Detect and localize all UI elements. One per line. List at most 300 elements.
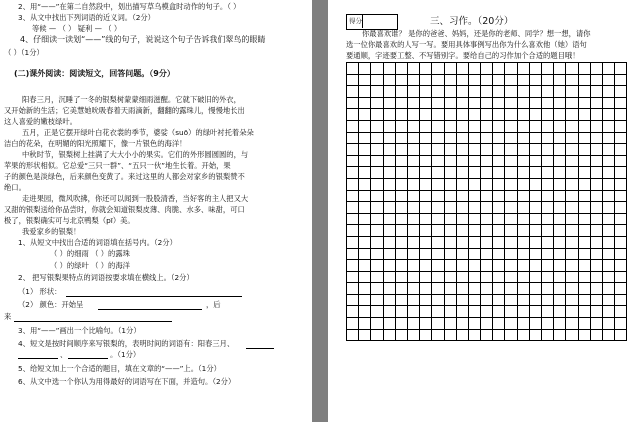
grid-cell[interactable] [505, 260, 517, 272]
grid-cell[interactable] [615, 271, 627, 283]
grid-cell[interactable] [432, 144, 444, 156]
grid-cell[interactable] [347, 248, 359, 260]
grid-cell[interactable] [517, 167, 529, 179]
grid-cell[interactable] [407, 97, 419, 109]
grid-cell[interactable] [578, 97, 590, 109]
grid-cell[interactable] [578, 120, 590, 132]
grid-cell[interactable] [590, 167, 602, 179]
grid-cell[interactable] [602, 283, 614, 295]
grid-cell[interactable] [505, 294, 517, 306]
grid-cell[interactable] [554, 178, 566, 190]
grid-cell[interactable] [542, 178, 554, 190]
grid-cell[interactable] [615, 167, 627, 179]
grid-cell[interactable] [407, 260, 419, 272]
grid-cell[interactable] [505, 109, 517, 121]
grid-cell[interactable] [347, 271, 359, 283]
grid-cell[interactable] [468, 329, 480, 341]
grid-cell[interactable] [481, 248, 493, 260]
grid-cell[interactable] [383, 306, 395, 318]
grid-cell[interactable] [566, 178, 578, 190]
grid-cell[interactable] [468, 120, 480, 132]
grid-cell[interactable] [590, 306, 602, 318]
grid-cell[interactable] [542, 109, 554, 121]
grid-cell[interactable] [395, 213, 407, 225]
grid-cell[interactable] [359, 202, 371, 214]
grid-cell[interactable] [456, 120, 468, 132]
grid-cell[interactable] [517, 190, 529, 202]
grid-cell[interactable] [347, 236, 359, 248]
grid-cell[interactable] [456, 213, 468, 225]
grid-cell[interactable] [347, 225, 359, 237]
grid-cell[interactable] [456, 167, 468, 179]
grid-cell[interactable] [542, 74, 554, 86]
grid-cell[interactable] [383, 236, 395, 248]
grid-cell[interactable] [602, 63, 614, 75]
grid-cell[interactable] [542, 144, 554, 156]
grid-cell[interactable] [602, 306, 614, 318]
grid-cell[interactable] [432, 318, 444, 330]
grid-cell[interactable] [590, 63, 602, 75]
grid-cell[interactable] [420, 306, 432, 318]
grid-cell[interactable] [420, 190, 432, 202]
grid-cell[interactable] [554, 86, 566, 98]
grid-cell[interactable] [505, 190, 517, 202]
grid-cell[interactable] [347, 63, 359, 75]
grid-cell[interactable] [578, 86, 590, 98]
grid-cell[interactable] [578, 260, 590, 272]
grid-cell[interactable] [566, 132, 578, 144]
grid-cell[interactable] [468, 260, 480, 272]
grid-cell[interactable] [347, 178, 359, 190]
grid-cell[interactable] [590, 144, 602, 156]
grid-cell[interactable] [505, 97, 517, 109]
grid-cell[interactable] [383, 318, 395, 330]
grid-cell[interactable] [347, 109, 359, 121]
grid-cell[interactable] [359, 271, 371, 283]
grid-cell[interactable] [371, 178, 383, 190]
grid-cell[interactable] [407, 109, 419, 121]
grid-cell[interactable] [554, 225, 566, 237]
grid-cell[interactable] [529, 294, 541, 306]
grid-cell[interactable] [444, 248, 456, 260]
grid-cell[interactable] [481, 86, 493, 98]
grid-cell[interactable] [420, 74, 432, 86]
grid-cell[interactable] [505, 248, 517, 260]
grid-cell[interactable] [420, 178, 432, 190]
grid-cell[interactable] [554, 97, 566, 109]
grid-cell[interactable] [420, 225, 432, 237]
grid-cell[interactable] [578, 132, 590, 144]
grid-cell[interactable] [359, 74, 371, 86]
grid-cell[interactable] [481, 271, 493, 283]
grid-cell[interactable] [505, 178, 517, 190]
grid-cell[interactable] [505, 120, 517, 132]
grid-cell[interactable] [505, 86, 517, 98]
grid-cell[interactable] [505, 63, 517, 75]
grid-cell[interactable] [602, 155, 614, 167]
grid-cell[interactable] [481, 109, 493, 121]
grid-cell[interactable] [529, 74, 541, 86]
grid-cell[interactable] [566, 144, 578, 156]
grid-cell[interactable] [542, 167, 554, 179]
grid-cell[interactable] [371, 190, 383, 202]
grid-cell[interactable] [615, 329, 627, 341]
grid-cell[interactable] [444, 202, 456, 214]
grid-cell[interactable] [517, 260, 529, 272]
grid-cell[interactable] [493, 318, 505, 330]
grid-cell[interactable] [371, 63, 383, 75]
grid-cell[interactable] [615, 225, 627, 237]
grid-cell[interactable] [590, 109, 602, 121]
grid-cell[interactable] [407, 306, 419, 318]
grid-cell[interactable] [456, 202, 468, 214]
grid-cell[interactable] [395, 283, 407, 295]
grid-cell[interactable] [383, 248, 395, 260]
grid-cell[interactable] [432, 271, 444, 283]
grid-cell[interactable] [590, 155, 602, 167]
grid-cell[interactable] [347, 306, 359, 318]
grid-cell[interactable] [468, 202, 480, 214]
grid-cell[interactable] [493, 86, 505, 98]
grid-cell[interactable] [359, 155, 371, 167]
grid-cell[interactable] [347, 294, 359, 306]
grid-cell[interactable] [566, 306, 578, 318]
grid-cell[interactable] [359, 283, 371, 295]
grid-cell[interactable] [371, 155, 383, 167]
grid-cell[interactable] [542, 155, 554, 167]
grid-cell[interactable] [468, 97, 480, 109]
grid-cell[interactable] [505, 225, 517, 237]
grid-cell[interactable] [493, 190, 505, 202]
grid-cell[interactable] [444, 329, 456, 341]
grid-cell[interactable] [493, 155, 505, 167]
grid-cell[interactable] [529, 271, 541, 283]
grid-cell[interactable] [395, 202, 407, 214]
grid-cell[interactable] [468, 167, 480, 179]
grid-cell[interactable] [517, 294, 529, 306]
grid-cell[interactable] [432, 178, 444, 190]
grid-cell[interactable] [578, 318, 590, 330]
grid-cell[interactable] [383, 97, 395, 109]
grid-cell[interactable] [383, 74, 395, 86]
grid-cell[interactable] [444, 213, 456, 225]
grid-cell[interactable] [566, 155, 578, 167]
grid-cell[interactable] [444, 283, 456, 295]
grid-cell[interactable] [493, 132, 505, 144]
grid-cell[interactable] [359, 86, 371, 98]
grid-cell[interactable] [420, 248, 432, 260]
grid-cell[interactable] [615, 306, 627, 318]
grid-cell[interactable] [590, 329, 602, 341]
grid-cell[interactable] [359, 236, 371, 248]
grid-cell[interactable] [383, 213, 395, 225]
grid-cell[interactable] [505, 283, 517, 295]
grid-cell[interactable] [468, 109, 480, 121]
grid-cell[interactable] [371, 144, 383, 156]
grid-cell[interactable] [444, 318, 456, 330]
grid-cell[interactable] [395, 178, 407, 190]
grid-cell[interactable] [395, 132, 407, 144]
grid-cell[interactable] [383, 144, 395, 156]
grid-cell[interactable] [347, 213, 359, 225]
grid-cell[interactable] [602, 260, 614, 272]
grid-cell[interactable] [407, 74, 419, 86]
grid-cell[interactable] [505, 271, 517, 283]
grid-cell[interactable] [420, 318, 432, 330]
grid-cell[interactable] [444, 132, 456, 144]
grid-cell[interactable] [359, 63, 371, 75]
grid-cell[interactable] [432, 132, 444, 144]
grid-cell[interactable] [468, 178, 480, 190]
grid-cell[interactable] [371, 329, 383, 341]
grid-cell[interactable] [517, 236, 529, 248]
grid-cell[interactable] [383, 271, 395, 283]
grid-cell[interactable] [542, 329, 554, 341]
grid-cell[interactable] [481, 260, 493, 272]
grid-cell[interactable] [505, 167, 517, 179]
grid-cell[interactable] [371, 248, 383, 260]
grid-cell[interactable] [554, 167, 566, 179]
grid-cell[interactable] [371, 97, 383, 109]
grid-cell[interactable] [542, 260, 554, 272]
grid-cell[interactable] [602, 109, 614, 121]
grid-cell[interactable] [566, 271, 578, 283]
grid-cell[interactable] [371, 260, 383, 272]
grid-cell[interactable] [505, 155, 517, 167]
grid-cell[interactable] [615, 120, 627, 132]
grid-cell[interactable] [347, 190, 359, 202]
grid-cell[interactable] [481, 202, 493, 214]
grid-cell[interactable] [347, 318, 359, 330]
grid-cell[interactable] [347, 97, 359, 109]
grid-cell[interactable] [456, 109, 468, 121]
grid-cell[interactable] [383, 178, 395, 190]
grid-cell[interactable] [407, 283, 419, 295]
grid-cell[interactable] [359, 260, 371, 272]
grid-cell[interactable] [554, 260, 566, 272]
grid-cell[interactable] [517, 225, 529, 237]
grid-cell[interactable] [420, 155, 432, 167]
grid-cell[interactable] [602, 271, 614, 283]
grid-cell[interactable] [590, 97, 602, 109]
grid-cell[interactable] [590, 132, 602, 144]
grid-cell[interactable] [407, 144, 419, 156]
grid-cell[interactable] [456, 225, 468, 237]
grid-cell[interactable] [432, 306, 444, 318]
grid-cell[interactable] [468, 225, 480, 237]
grid-cell[interactable] [432, 213, 444, 225]
grid-cell[interactable] [566, 202, 578, 214]
grid-cell[interactable] [432, 248, 444, 260]
grid-cell[interactable] [542, 306, 554, 318]
grid-cell[interactable] [371, 86, 383, 98]
grid-cell[interactable] [420, 86, 432, 98]
grid-cell[interactable] [505, 306, 517, 318]
grid-cell[interactable] [456, 155, 468, 167]
grid-cell[interactable] [554, 318, 566, 330]
grid-cell[interactable] [578, 190, 590, 202]
grid-cell[interactable] [420, 213, 432, 225]
grid-cell[interactable] [395, 260, 407, 272]
grid-cell[interactable] [493, 74, 505, 86]
grid-cell[interactable] [590, 248, 602, 260]
grid-cell[interactable] [517, 109, 529, 121]
grid-cell[interactable] [566, 97, 578, 109]
grid-cell[interactable] [359, 294, 371, 306]
grid-cell[interactable] [347, 86, 359, 98]
grid-cell[interactable] [615, 74, 627, 86]
grid-cell[interactable] [347, 74, 359, 86]
grid-cell[interactable] [505, 329, 517, 341]
grid-cell[interactable] [395, 225, 407, 237]
grid-cell[interactable] [432, 167, 444, 179]
grid-cell[interactable] [590, 318, 602, 330]
grid-cell[interactable] [578, 144, 590, 156]
grid-cell[interactable] [615, 97, 627, 109]
grid-cell[interactable] [517, 306, 529, 318]
grid-cell[interactable] [481, 236, 493, 248]
grid-cell[interactable] [481, 97, 493, 109]
grid-cell[interactable] [420, 294, 432, 306]
grid-cell[interactable] [468, 248, 480, 260]
grid-cell[interactable] [602, 294, 614, 306]
grid-cell[interactable] [481, 74, 493, 86]
grid-cell[interactable] [542, 213, 554, 225]
grid-cell[interactable] [615, 155, 627, 167]
grid-cell[interactable] [420, 271, 432, 283]
grid-cell[interactable] [407, 248, 419, 260]
grid-cell[interactable] [505, 236, 517, 248]
grid-cell[interactable] [493, 271, 505, 283]
grid-cell[interactable] [517, 144, 529, 156]
grid-cell[interactable] [347, 260, 359, 272]
grid-cell[interactable] [456, 294, 468, 306]
grid-cell[interactable] [554, 190, 566, 202]
grid-cell[interactable] [542, 86, 554, 98]
grid-cell[interactable] [407, 120, 419, 132]
grid-cell[interactable] [395, 236, 407, 248]
grid-cell[interactable] [456, 190, 468, 202]
grid-cell[interactable] [432, 329, 444, 341]
grid-cell[interactable] [529, 97, 541, 109]
grid-cell[interactable] [578, 236, 590, 248]
grid-cell[interactable] [529, 63, 541, 75]
grid-cell[interactable] [432, 283, 444, 295]
grid-cell[interactable] [493, 97, 505, 109]
grid-cell[interactable] [444, 225, 456, 237]
grid-cell[interactable] [420, 97, 432, 109]
grid-cell[interactable] [566, 109, 578, 121]
grid-cell[interactable] [566, 86, 578, 98]
grid-cell[interactable] [481, 294, 493, 306]
grid-cell[interactable] [395, 167, 407, 179]
grid-cell[interactable] [420, 202, 432, 214]
grid-cell[interactable] [481, 329, 493, 341]
grid-cell[interactable] [468, 318, 480, 330]
grid-cell[interactable] [420, 120, 432, 132]
grid-cell[interactable] [615, 178, 627, 190]
grid-cell[interactable] [493, 178, 505, 190]
grid-cell[interactable] [371, 132, 383, 144]
grid-cell[interactable] [444, 86, 456, 98]
grid-cell[interactable] [371, 294, 383, 306]
grid-cell[interactable] [395, 190, 407, 202]
grid-cell[interactable] [493, 109, 505, 121]
grid-cell[interactable] [383, 132, 395, 144]
grid-cell[interactable] [602, 178, 614, 190]
grid-cell[interactable] [590, 271, 602, 283]
grid-cell[interactable] [566, 190, 578, 202]
grid-cell[interactable] [602, 329, 614, 341]
grid-cell[interactable] [371, 318, 383, 330]
grid-cell[interactable] [554, 132, 566, 144]
grid-cell[interactable] [444, 167, 456, 179]
grid-cell[interactable] [602, 318, 614, 330]
grid-cell[interactable] [566, 329, 578, 341]
grid-cell[interactable] [468, 190, 480, 202]
grid-cell[interactable] [517, 120, 529, 132]
grid-cell[interactable] [395, 155, 407, 167]
grid-cell[interactable] [615, 283, 627, 295]
grid-cell[interactable] [615, 248, 627, 260]
grid-cell[interactable] [347, 155, 359, 167]
grid-cell[interactable] [602, 97, 614, 109]
grid-cell[interactable] [383, 86, 395, 98]
grid-cell[interactable] [395, 294, 407, 306]
grid-cell[interactable] [542, 63, 554, 75]
grid-cell[interactable] [468, 271, 480, 283]
grid-cell[interactable] [554, 155, 566, 167]
grid-cell[interactable] [529, 329, 541, 341]
grid-cell[interactable] [542, 318, 554, 330]
grid-cell[interactable] [554, 271, 566, 283]
grid-cell[interactable] [444, 236, 456, 248]
grid-cell[interactable] [456, 260, 468, 272]
grid-cell[interactable] [432, 97, 444, 109]
grid-cell[interactable] [407, 236, 419, 248]
grid-cell[interactable] [505, 132, 517, 144]
grid-cell[interactable] [347, 329, 359, 341]
grid-cell[interactable] [347, 132, 359, 144]
grid-cell[interactable] [432, 260, 444, 272]
grid-cell[interactable] [542, 236, 554, 248]
grid-cell[interactable] [420, 236, 432, 248]
grid-cell[interactable] [359, 306, 371, 318]
grid-cell[interactable] [554, 120, 566, 132]
grid-cell[interactable] [371, 109, 383, 121]
grid-cell[interactable] [456, 144, 468, 156]
grid-cell[interactable] [529, 178, 541, 190]
grid-cell[interactable] [420, 167, 432, 179]
grid-cell[interactable] [481, 155, 493, 167]
grid-cell[interactable] [481, 318, 493, 330]
grid-cell[interactable] [444, 109, 456, 121]
grid-cell[interactable] [347, 120, 359, 132]
grid-cell[interactable] [359, 120, 371, 132]
grid-cell[interactable] [566, 248, 578, 260]
grid-cell[interactable] [407, 155, 419, 167]
grid-cell[interactable] [529, 132, 541, 144]
grid-cell[interactable] [371, 271, 383, 283]
grid-cell[interactable] [444, 190, 456, 202]
grid-cell[interactable] [517, 271, 529, 283]
grid-cell[interactable] [383, 260, 395, 272]
grid-cell[interactable] [542, 97, 554, 109]
grid-cell[interactable] [420, 109, 432, 121]
grid-cell[interactable] [407, 190, 419, 202]
grid-cell[interactable] [517, 97, 529, 109]
grid-cell[interactable] [615, 109, 627, 121]
